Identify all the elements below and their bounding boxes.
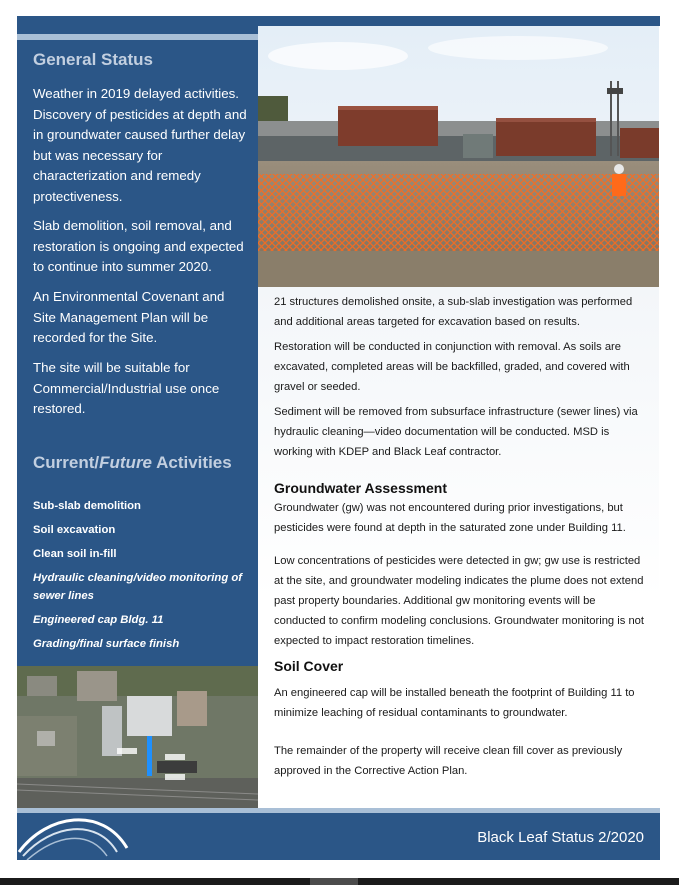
activities-heading bbox=[33, 453, 232, 473]
soil-paragraph-1: An engineered cap will be installed beneath the footprint of Building 11 to minimize leaching of residual contaminants to groundwater. bbox=[274, 687, 635, 719]
footer-title: Black Leaf Status 2/2020 bbox=[477, 829, 644, 846]
bottom-strip-tab bbox=[310, 878, 358, 885]
bottom-strip bbox=[0, 878, 679, 885]
top-bar bbox=[17, 16, 660, 26]
general-status-heading: General Status bbox=[33, 50, 153, 69]
soil-cover-heading: Soil Cover bbox=[274, 658, 344, 674]
soil-paragraph-2: The remainder of the property will receive clean fill cover as previously approved in the Corrective Action Plan. bbox=[274, 745, 623, 777]
footer-bar bbox=[17, 808, 660, 860]
intro-paragraph-3: Sediment will be removed from subsurface infrastructure (sewer lines) via hydraulic cleaning—video documentation will be conducted. MSD is working with KDEP and Black Leaf contractor. bbox=[274, 406, 638, 458]
main-content bbox=[258, 287, 659, 808]
aerial-map-image bbox=[17, 666, 258, 808]
status-paragraph-4: The site will be suitable for Commercial/Industrial use once restored. bbox=[33, 360, 220, 416]
groundwater-heading: Groundwater Assessment bbox=[274, 480, 447, 496]
activity-item: Hydraulic cleaning/video monitoring of sewer lines bbox=[33, 572, 243, 602]
sidebar bbox=[17, 26, 258, 666]
swoosh-logo-icon bbox=[17, 808, 157, 860]
activities-heading-current: Current/ bbox=[33, 453, 100, 472]
intro-paragraph-1: 21 structures demolished onsite, a sub-slab investigation was performed and additional areas targeted for excavation based on results. bbox=[274, 296, 633, 328]
activities-heading-rest: Activities bbox=[152, 453, 232, 472]
site-photo bbox=[258, 26, 659, 287]
groundwater-paragraph-2: Low concentrations of pesticides were detected in gw; gw use is restricted at the site, and groundwater modeling indicates the plume does not extend past property boundaries. Additional gw monitoring events will be conducted to confirm modeling conclusions. Groundwater monitoring is not expected to impact restoration timelines. bbox=[274, 555, 645, 647]
groundwater-paragraph-1: Groundwater (gw) was not encountered during prior investigations, but pesticides were found at depth in the saturated zone under Building 11. bbox=[274, 502, 626, 534]
activity-item: Clean soil in-fill bbox=[33, 548, 117, 560]
status-paragraph-2: Slab demolition, soil removal, and restoration is ongoing and expected to continue into summer 2020. bbox=[33, 218, 244, 274]
activity-item: Soil excavation bbox=[33, 524, 116, 536]
status-paragraph-1: Weather in 2019 delayed activities. Discovery of pesticides at depth and in groundwater caused further delay but was necessary for characterization and remedy protectiveness. bbox=[33, 86, 247, 204]
sidebar-stripe bbox=[17, 34, 258, 40]
activities-heading-future: Future bbox=[99, 453, 153, 472]
activity-item: Engineered cap Bldg. 11 bbox=[33, 614, 164, 626]
activity-item: Sub-slab demolition bbox=[33, 500, 141, 512]
intro-paragraph-2: Restoration will be conducted in conjunction with removal. As soils are excavated, completed areas will be backfilled, graded, and covered with gravel or seeded. bbox=[274, 341, 630, 393]
status-paragraph-3: An Environmental Covenant and Site Management Plan will be recorded for the Site. bbox=[33, 289, 225, 345]
activity-item: Grading/final surface finish bbox=[33, 638, 180, 650]
